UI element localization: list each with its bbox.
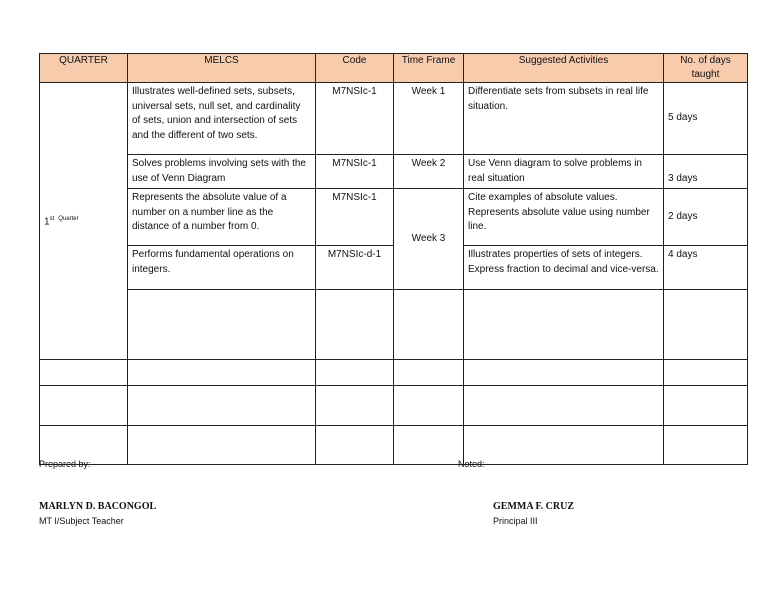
code-cell: M7NSIc-1	[316, 155, 394, 189]
code-cell: M7NSIc-1	[316, 189, 394, 246]
days-cell: 3 days	[664, 155, 748, 189]
table-row	[40, 189, 748, 246]
melc-cell: Solves problems involving sets with the use of Venn Diagram	[128, 155, 316, 189]
curriculum-table	[39, 53, 748, 465]
days-cell: 4 days	[664, 246, 748, 290]
noter-role: Principal III	[493, 516, 538, 526]
days-cell: 2 days	[664, 189, 748, 246]
table-row	[40, 83, 748, 155]
code-cell: M7NSIc-1	[316, 83, 394, 155]
header-code: Code	[316, 54, 394, 83]
melc-cell: Illustrates well-defined sets, subsets, universal sets, null set, and cardinality of sets, union and intersection of sets and the different of two sets.	[128, 83, 316, 155]
preparer-name: MARLYN D. BACONGOL	[39, 501, 157, 512]
empty-row	[40, 360, 748, 386]
activity-cell: Illustrates properties of sets of integers. Express fraction to decimal and vice-versa.	[464, 246, 664, 290]
activity-cell: Cite examples of absolute values. Represents absolute value using number line.	[464, 189, 664, 246]
header-timeframe: Time Frame	[394, 54, 464, 83]
code-cell: M7NSIc-d-1	[316, 246, 394, 290]
header-row	[40, 54, 748, 83]
timeframe-cell: Week 1	[394, 83, 464, 155]
activity-cell: Use Venn diagram to solve problems in real situation	[464, 155, 664, 189]
empty-row	[40, 426, 748, 465]
header-activities: Suggested Activities	[464, 54, 664, 83]
preparer-role: MT I/Subject Teacher	[39, 516, 124, 526]
noter-name: GEMMA F. CRUZ	[493, 501, 575, 512]
header-days: No. of days taught	[664, 54, 748, 83]
quarter-suffix: st	[49, 216, 55, 223]
melc-cell: Represents the absolute value of a number on a number line as the distance of a number from 0.	[128, 189, 316, 246]
timeframe-cell: Week 2	[394, 155, 464, 189]
table-row	[40, 155, 748, 189]
empty-row	[40, 290, 748, 360]
quarter-word: Quarter	[58, 216, 79, 223]
activity-cell: Differentiate sets from subsets in real life situation.	[464, 83, 664, 155]
melc-cell: Performs fundamental operations on integers.	[128, 246, 316, 290]
days-cell: 5 days	[664, 83, 748, 155]
header-melcs: MELCS	[128, 54, 316, 83]
header-quarter: QUARTER	[40, 54, 128, 83]
empty-row	[40, 386, 748, 426]
quarter-number: 1	[44, 216, 50, 228]
quarter-cell	[40, 83, 128, 360]
timeframe-cell: Week 3	[394, 189, 464, 290]
noted-label: Noted:	[458, 459, 485, 469]
prepared-by-label: Prepared by:	[39, 459, 91, 469]
